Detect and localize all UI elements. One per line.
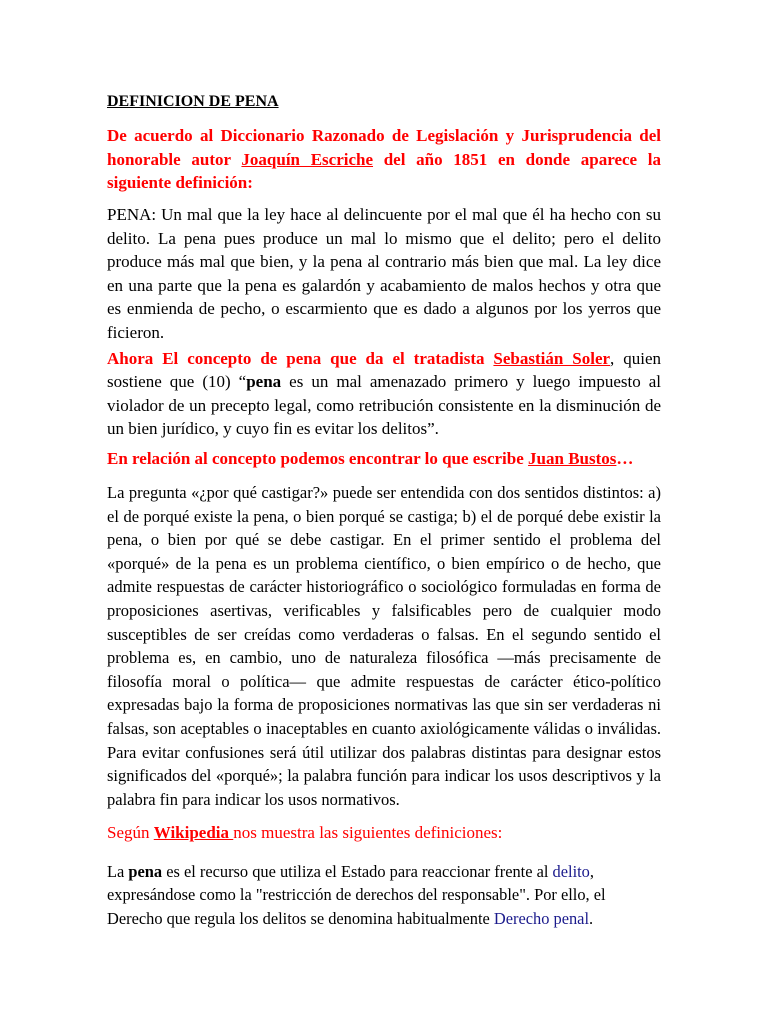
soler-text-b: es un mal amenazado primero y luego impuesto al violador de un precepto legal, como retribución consistente en la disminución de un bien jurídico, y cuyo fin es evitar los delitos”.: [107, 372, 661, 439]
link-juan-bustos[interactable]: Juan Bustos: [528, 449, 617, 468]
intro-paragraph-escriche: [107, 124, 661, 195]
wiki-text-end: .: [589, 908, 594, 928]
wiki-bold-pena: pena: [128, 862, 163, 881]
link-wikipedia[interactable]: Wikipedia: [153, 823, 234, 842]
link-joaquin-escriche[interactable]: Joaquín Escriche: [241, 149, 374, 169]
wikipedia-heading: [107, 822, 661, 844]
soler-paragraph: [107, 347, 661, 441]
soler-intro-text: Ahora El concepto de pena que da el tratadista: [107, 349, 494, 368]
link-sebastian-soler[interactable]: Sebastián Soler: [493, 349, 611, 368]
wiki-text-b: , expresándose como la "restricción de derechos del responsable". Por ello, el Derecho que regula los delitos se denomina habitualmente: [107, 862, 606, 928]
bustos-heading: [107, 448, 661, 470]
wikipedia-text-pre: Según: [107, 823, 154, 842]
bustos-text-pre: En relación al concepto podemos encontrar lo que escribe: [107, 449, 529, 468]
link-derecho-penal[interactable]: Derecho penal: [493, 908, 589, 928]
definition-paragraph-pena: PENA: Un mal que la ley hace al delincuente por el mal que él ha hecho con su delito. La pena pues produce un mal lo mismo que el delito; pero el delito produce más mal que bien, y la pena al contrario más bien que mal. La ley dice en una parte que la pena es galardón y acabamiento de malos hechos y otra que es enmienda de pecho, o escarmiento que es dado a algunos por los yerros que ficieron.: [107, 205, 661, 342]
bustos-quote-paragraph: La pregunta «¿por qué castigar?» puede ser entendida con dos sentidos distintos: a) el de porqué existe la pena, o bien porqué se castiga; b) el de porqué debe existir la pena, o bien por qué se debe castigar. En el primer sentido el problema del «porqué» de la pena es un problema científico, o bien empírico o de hecho, que admite respuestas de carácter historiográfico o sociológico formuladas en forma de proposiciones asertivas, verificables y falsificables pero de cualquier modo susceptibles de ser creídas como verdaderas o falsas. En el segundo sentido el problema es, en cambio, uno de naturaleza filosófica —más precisamente de filosofía moral o política— que admite respuestas de carácter ético-político expresadas bajo la forma de proposiciones normativas las que sin ser verdaderas ni falsas, son aceptables o inaceptables en cuanto axiológicamente válidas o inválidas. Para evitar confusiones será útil utilizar dos palabras distintas para designar estos significados del «porqué»; la palabra función para indicar los usos descriptivos y la palabra fin para indicar los usos normativos.: [107, 483, 661, 809]
soler-bold-pena: pena: [246, 372, 282, 392]
page-title: DEFINICION DE PENA: [107, 93, 279, 110]
wikipedia-definition-paragraph: [107, 860, 661, 930]
wiki-text-pre: La: [107, 862, 129, 881]
intro-text-post: del año 1851 en donde aparece la siguiente definición:: [107, 149, 661, 192]
soler-text-a: , quien sostiene que (10) “: [107, 349, 662, 392]
wikipedia-text-post: nos muestra las siguientes definiciones:: [233, 823, 503, 842]
link-delito[interactable]: delito: [552, 862, 590, 881]
intro-text-pre: De acuerdo al Diccionario Razonado de Legislación y Jurisprudencia del honorable autor: [107, 126, 661, 169]
bustos-text-post: …: [616, 449, 634, 468]
wiki-text-a: es el recurso que utiliza el Estado para reaccionar frente al: [162, 862, 553, 881]
